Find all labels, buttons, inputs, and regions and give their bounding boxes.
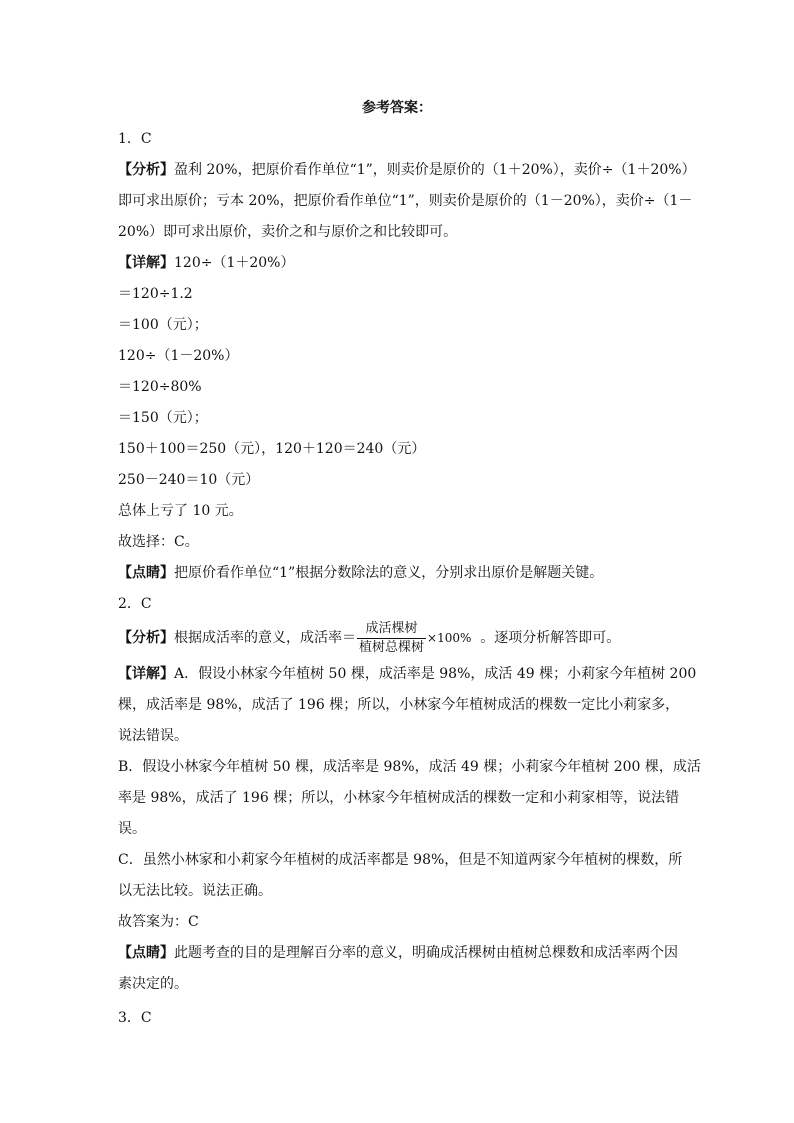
option-b-line-1: B．假设小林家今年植树 50 棵，成活率是 98%，成活 49 棵；小莉家今年植树 200 棵，成活 xyxy=(118,759,701,775)
q1-step: 总体上亏了 10 元。 xyxy=(118,503,243,519)
fraction-numerator: 成活棵树 xyxy=(357,621,426,639)
option-c-line-1: C．虽然小林家和小莉家今年植树的成活率都是 98%，但是不知道两家今年植树的棵数，所 xyxy=(118,852,683,868)
q1-step: ＝120÷80% xyxy=(118,379,202,395)
option-a-line-3: 说法错误。 xyxy=(118,728,188,744)
option-c-line-2: 以无法比较。说法正确。 xyxy=(118,883,272,899)
q1-step: ＝150（元）； xyxy=(118,410,208,426)
q1-step: ＝120÷1.2 xyxy=(118,286,193,302)
q2-point-line xyxy=(118,943,678,963)
page-title: 参考答案： xyxy=(362,100,432,116)
q1-step: 故选择：C。 xyxy=(118,534,199,550)
detail-text: 120÷（1＋20%） xyxy=(174,255,295,271)
q1-analysis-line-3: 20%）即可求出原价，卖价之和与原价之和比较即可。 xyxy=(118,224,458,240)
point-text: 把原价看作单位“1”根据分数除法的意义，分别求出原价是解题关键。 xyxy=(174,565,604,581)
q1-step: 150＋100＝250（元），120＋120＝240（元） xyxy=(118,441,426,457)
q1-number: 1．C xyxy=(118,131,152,147)
q1-detail-line xyxy=(118,253,294,273)
q2-detail-line xyxy=(118,664,696,684)
survival-rate-fraction xyxy=(357,621,426,656)
q2-analysis-line xyxy=(118,619,620,657)
option-b-line-3: 误。 xyxy=(118,821,146,837)
option-b-line-2: 率是 98%，成活了 196 棵；所以，小林家今年植树成活的棵数一定和小莉家相等，说法错 xyxy=(118,790,680,806)
fraction-multiplier: ×100% xyxy=(427,631,472,645)
detail-tag: 【详解】 xyxy=(118,255,174,271)
point-text: 此题考查的目的是理解百分率的意义，明确成活棵树由植树总棵数和成活率两个因 xyxy=(174,945,678,961)
q1-step: 250－240＝10（元） xyxy=(118,472,260,488)
analysis-tag: 【分析】 xyxy=(118,162,174,178)
q2-answer: 故答案为：C xyxy=(118,914,199,930)
option-a-line-2: 棵，成活率是 98%，成活了 196 棵；所以，小林家今年植树成活的棵数一定比小莉家多， xyxy=(118,697,680,713)
analysis-text-end: 。逐项分析解答即可。 xyxy=(480,630,621,646)
analysis-tag: 【分析】 xyxy=(118,630,174,646)
q2-point-line-2: 素决定的。 xyxy=(118,976,188,992)
q1-analysis-line-2: 即可求出原价；亏本 20%，把原价看作单位“1”，则卖价是原价的（1－20%），卖价÷（1－ xyxy=(118,193,693,209)
q1-analysis-line xyxy=(118,160,696,180)
q3-number: 3．C xyxy=(118,1010,152,1026)
analysis-text: 盈利 20%，把原价看作单位“1”，则卖价是原价的（1＋20%），卖价÷（1＋20%） xyxy=(174,162,696,178)
point-tag: 【点睛】 xyxy=(118,565,174,581)
q1-step: 120÷（1－20%） xyxy=(118,348,239,364)
fraction-denominator: 植树总棵树 xyxy=(359,639,425,655)
analysis-text: 根据成活率的意义，成活率＝ xyxy=(174,630,356,646)
point-tag: 【点睛】 xyxy=(118,945,174,961)
q2-number: 2．C xyxy=(118,596,152,612)
option-a-text: A．假设小林家今年植树 50 棵，成活率是 98%，成活 49 棵；小莉家今年植树 200 xyxy=(174,666,697,682)
detail-tag: 【详解】 xyxy=(118,666,174,682)
q1-step: ＝100（元）； xyxy=(118,317,208,333)
q1-point-line xyxy=(118,563,603,583)
